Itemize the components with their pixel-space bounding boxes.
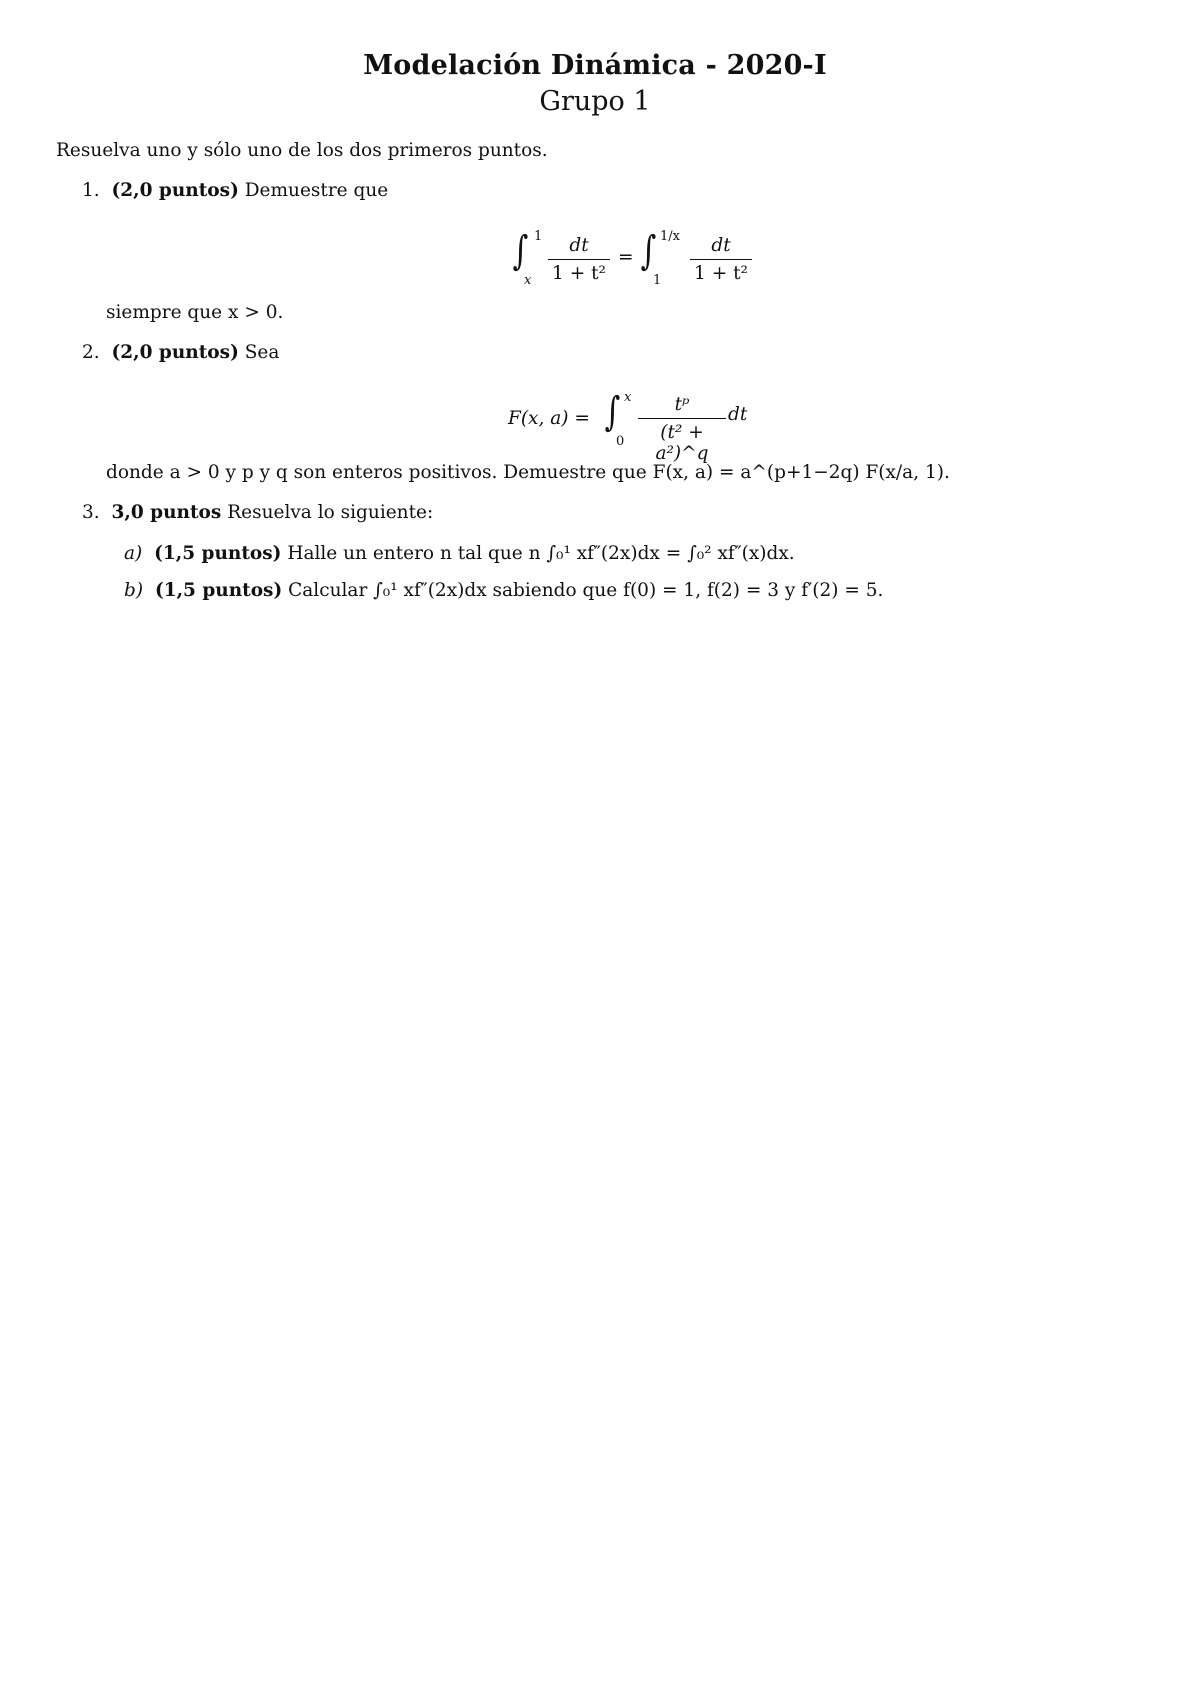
instruction-text: Resuelva uno y sólo uno de los dos primeros puntos. xyxy=(56,140,548,161)
integral-sign: ∫ xyxy=(604,389,621,435)
lower-limit: x xyxy=(524,273,532,288)
problem-2-number: 2. xyxy=(82,342,100,363)
fraction-numerator: dt xyxy=(548,235,610,260)
problem-1-number: 1. xyxy=(82,180,100,201)
fraction-denominator: 1 + t² xyxy=(552,263,606,284)
fraction xyxy=(690,235,752,284)
problem-1-condition: siempre que x > 0. xyxy=(106,302,284,323)
fraction xyxy=(638,394,726,464)
fraction-numerator: tᵖ xyxy=(638,394,726,419)
problem-3-number: 3. xyxy=(82,502,100,523)
upper-limit: x xyxy=(624,390,632,405)
problem-2-statement: donde a > 0 y p y q son enteros positivos. Demuestre que F(x, a) = a^(p+1−2q) F(x/a, 1). xyxy=(106,462,950,483)
problem-1-text: Demuestre que xyxy=(244,180,389,201)
subitem-b-label: b) xyxy=(124,580,144,601)
upper-limit: 1 xyxy=(534,229,543,244)
problem-1-equation xyxy=(510,225,770,295)
lower-limit: 1 xyxy=(653,273,662,288)
problem-1-heading xyxy=(82,180,388,201)
problem-2-heading xyxy=(82,342,279,363)
problem-3-points: 3,0 puntos xyxy=(111,502,222,523)
subitem-b xyxy=(124,580,883,601)
fraction-numerator: dt xyxy=(690,235,752,260)
fraction-denominator: (t² + a²)^q xyxy=(655,422,709,464)
integral-sign: ∫ xyxy=(640,228,657,274)
subitem-a xyxy=(124,543,795,564)
fraction-denominator: 1 + t² xyxy=(694,263,748,284)
upper-limit: 1/x xyxy=(660,229,680,244)
lower-limit: 0 xyxy=(616,434,625,449)
subitem-b-text: Calcular ∫₀¹ xf″(2x)dx sabiendo que f(0) = 1, f(2) = 3 y f′(2) = 5. xyxy=(288,580,884,601)
problem-2-text: Sea xyxy=(244,342,280,363)
document-title: Modelación Dinámica - 2020-I xyxy=(363,50,827,81)
document-subtitle: Grupo 1 xyxy=(539,86,651,117)
problem-2-points: (2,0 puntos) xyxy=(111,342,239,363)
problem-1-points: (2,0 puntos) xyxy=(111,180,239,201)
problem-3-heading xyxy=(82,502,433,523)
subitem-a-points: (1,5 puntos) xyxy=(154,543,282,564)
problem-2-equation xyxy=(508,388,768,464)
fraction xyxy=(548,235,610,284)
integral-sign: ∫ xyxy=(512,228,529,274)
equals-sign: = xyxy=(618,247,634,268)
subitem-b-points: (1,5 puntos) xyxy=(154,580,283,601)
function-lhs: F(x, a) = xyxy=(508,408,590,429)
differential: dt xyxy=(728,404,748,425)
subitem-a-label: a) xyxy=(124,543,143,564)
subitem-a-text: Halle un entero n tal que n ∫₀¹ xf″(2x)dx = ∫₀² xf″(x)dx. xyxy=(287,543,795,564)
problem-3-text: Resuelva lo siguiente: xyxy=(227,502,434,523)
